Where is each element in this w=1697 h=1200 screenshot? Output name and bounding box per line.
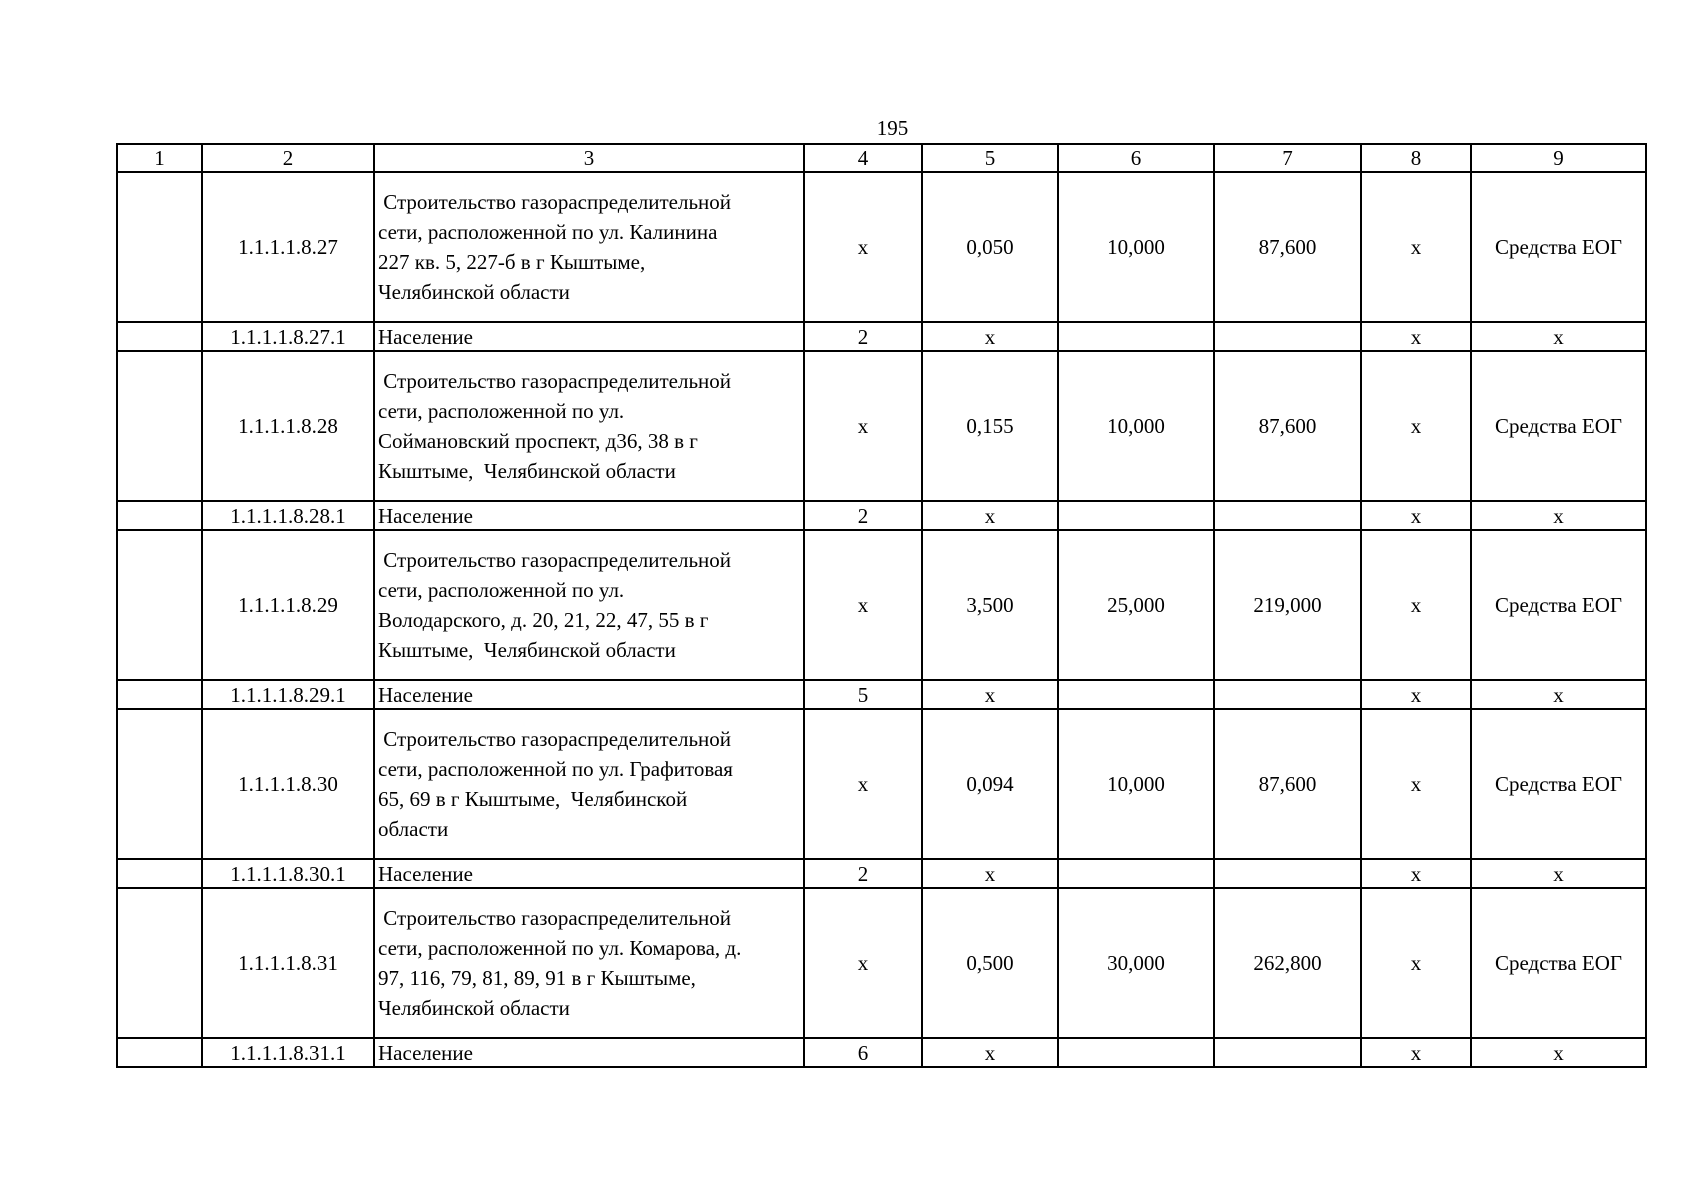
cell-col4: х (804, 888, 922, 1038)
cell-col8: х (1361, 709, 1471, 859)
cell-col8: х (1361, 530, 1471, 680)
cell-description (374, 530, 804, 680)
cell-funding-source: Средства ЕОГ (1471, 351, 1646, 501)
table-row-object (117, 530, 1646, 680)
cell-col1 (117, 322, 202, 351)
cell-col7: 87,600 (1214, 709, 1361, 859)
cell-col4: х (804, 172, 922, 322)
cell-col4: х (804, 351, 922, 501)
cell-item-code: 1.1.1.1.8.27.1 (202, 322, 374, 351)
cell-col6 (1058, 859, 1214, 888)
cell-item-code: 1.1.1.1.8.30.1 (202, 859, 374, 888)
table-row-population (117, 322, 1646, 351)
cell-col6: 10,000 (1058, 172, 1214, 322)
page-number: 195 (876, 116, 909, 140)
cell-col1 (117, 172, 202, 322)
cell-item-code: 1.1.1.1.8.28.1 (202, 501, 374, 530)
cell-funding-source: Средства ЕОГ (1471, 530, 1646, 680)
column-number-header-row (117, 144, 1646, 172)
header-cell-7: 7 (1214, 144, 1361, 172)
cell-item-code: 1.1.1.1.8.29 (202, 530, 374, 680)
table-row-object (117, 888, 1646, 1038)
cell-col5: х (922, 501, 1058, 530)
description-text: Строительство газораспределительной сети, расположенной по ул. Графитовая 65, 69 в г Кыштыме, Челябинской области (378, 727, 733, 841)
cell-col7 (1214, 322, 1361, 351)
cell-col1 (117, 351, 202, 501)
cell-col7: 262,800 (1214, 888, 1361, 1038)
table-row-population (117, 680, 1646, 709)
description-text: Строительство газораспределительной сети, расположенной по ул. Комарова, д. 97, 116, 79, 81, 89, 91 в г Кыштыме, Челябинской области (378, 906, 742, 1020)
cell-description: Население (374, 859, 804, 888)
cell-col8: х (1361, 351, 1471, 501)
header-cell-1: 1 (117, 144, 202, 172)
cell-col8: х (1361, 859, 1471, 888)
cell-col8: х (1361, 1038, 1471, 1067)
description-text: Строительство газораспределительной сети, расположенной по ул. Володарского, д. 20, 21, 22, 47, 55 в г Кыштыме, Челябинской области (378, 548, 732, 662)
cell-col6 (1058, 680, 1214, 709)
cell-col6 (1058, 501, 1214, 530)
cell-funding-source: х (1471, 859, 1646, 888)
header-cell-8: 8 (1361, 144, 1471, 172)
cell-col6: 10,000 (1058, 709, 1214, 859)
cell-col7: 219,000 (1214, 530, 1361, 680)
cell-col1 (117, 859, 202, 888)
cell-col4: 2 (804, 501, 922, 530)
cell-col8: х (1361, 680, 1471, 709)
cell-col8: х (1361, 501, 1471, 530)
table-row-object (117, 172, 1646, 322)
cell-col1 (117, 709, 202, 859)
cell-funding-source: Средства ЕОГ (1471, 709, 1646, 859)
cell-item-code: 1.1.1.1.8.30 (202, 709, 374, 859)
header-cell-2: 2 (202, 144, 374, 172)
cell-col6: 25,000 (1058, 530, 1214, 680)
cell-col7 (1214, 680, 1361, 709)
cell-funding-source: х (1471, 680, 1646, 709)
cell-funding-source: Средства ЕОГ (1471, 888, 1646, 1038)
table-row-population (117, 1038, 1646, 1067)
cell-item-code: 1.1.1.1.8.29.1 (202, 680, 374, 709)
cell-col5: х (922, 1038, 1058, 1067)
cell-col4: 2 (804, 322, 922, 351)
cell-col4: х (804, 530, 922, 680)
cell-col6 (1058, 1038, 1214, 1067)
cell-col7 (1214, 859, 1361, 888)
cell-description: Население (374, 501, 804, 530)
cell-col6 (1058, 322, 1214, 351)
cell-description (374, 709, 804, 859)
cell-description: Население (374, 322, 804, 351)
cell-col8: х (1361, 888, 1471, 1038)
cell-item-code: 1.1.1.1.8.31.1 (202, 1038, 374, 1067)
cell-col1 (117, 530, 202, 680)
cell-col7 (1214, 1038, 1361, 1067)
cell-col5: х (922, 322, 1058, 351)
table-row-object (117, 351, 1646, 501)
cell-col7 (1214, 501, 1361, 530)
investment-program-table (116, 143, 1647, 1068)
cell-col5: 0,050 (922, 172, 1058, 322)
cell-col4: х (804, 709, 922, 859)
cell-item-code: 1.1.1.1.8.27 (202, 172, 374, 322)
header-cell-3: 3 (374, 144, 804, 172)
cell-col5: 0,500 (922, 888, 1058, 1038)
cell-item-code: 1.1.1.1.8.28 (202, 351, 374, 501)
cell-col4: 6 (804, 1038, 922, 1067)
cell-funding-source: х (1471, 322, 1646, 351)
header-cell-9: 9 (1471, 144, 1646, 172)
cell-col8: х (1361, 172, 1471, 322)
cell-col5: 0,155 (922, 351, 1058, 501)
cell-funding-source: Средства ЕОГ (1471, 172, 1646, 322)
header-cell-4: 4 (804, 144, 922, 172)
cell-col1 (117, 680, 202, 709)
cell-description (374, 172, 804, 322)
cell-col4: 2 (804, 859, 922, 888)
cell-item-code: 1.1.1.1.8.31 (202, 888, 374, 1038)
cell-col5: 3,500 (922, 530, 1058, 680)
cell-col5: 0,094 (922, 709, 1058, 859)
cell-col5: х (922, 680, 1058, 709)
cell-col7: 87,600 (1214, 351, 1361, 501)
table-row-population (117, 501, 1646, 530)
header-cell-5: 5 (922, 144, 1058, 172)
cell-col4: 5 (804, 680, 922, 709)
cell-col1 (117, 501, 202, 530)
cell-description (374, 351, 804, 501)
cell-description (374, 888, 804, 1038)
table-row-object (117, 709, 1646, 859)
table-row-population (117, 859, 1646, 888)
description-text: Строительство газораспределительной сети, расположенной по ул. Соймановский проспект, д36, 38 в г Кыштыме, Челябинской области (378, 369, 732, 483)
cell-funding-source: х (1471, 501, 1646, 530)
description-text: Строительство газораспределительной сети, расположенной по ул. Калинина 227 кв. 5, 227-б в г Кыштыме, Челябинской области (378, 190, 732, 304)
cell-col1 (117, 888, 202, 1038)
cell-col7: 87,600 (1214, 172, 1361, 322)
cell-col6: 30,000 (1058, 888, 1214, 1038)
cell-col1 (117, 1038, 202, 1067)
cell-col6: 10,000 (1058, 351, 1214, 501)
cell-col8: х (1361, 322, 1471, 351)
header-cell-6: 6 (1058, 144, 1214, 172)
cell-description: Население (374, 1038, 804, 1067)
cell-funding-source: х (1471, 1038, 1646, 1067)
cell-description: Население (374, 680, 804, 709)
cell-col5: х (922, 859, 1058, 888)
